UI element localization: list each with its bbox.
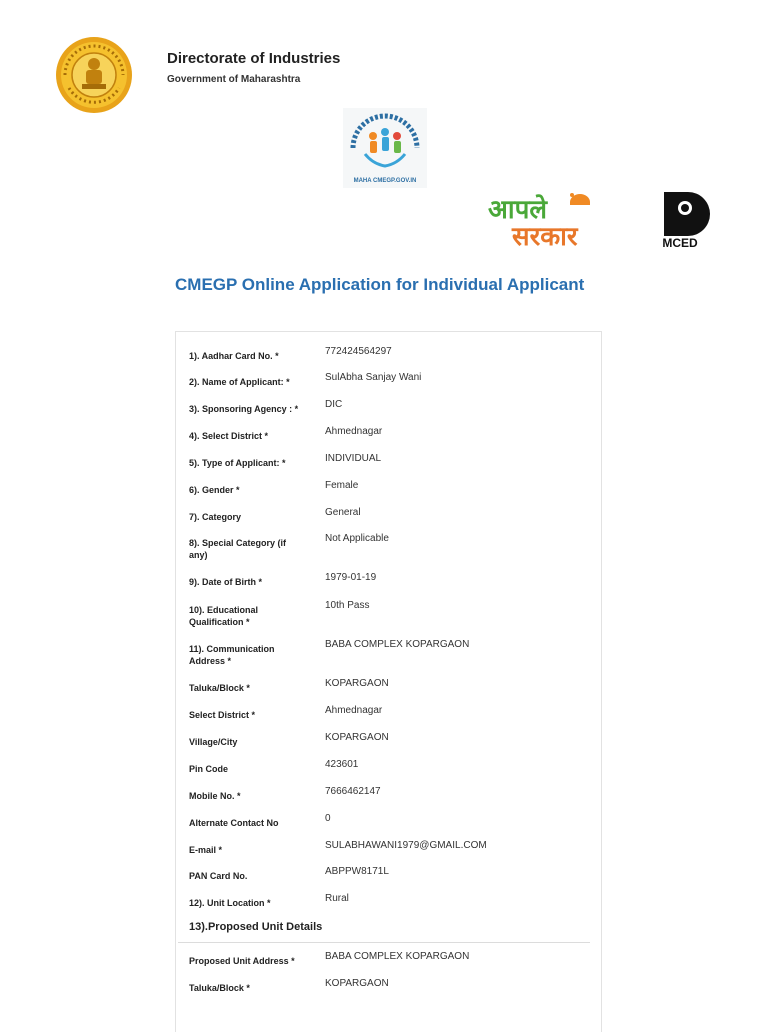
field-label: 7). Category [189, 512, 242, 522]
cmegp-logo [343, 108, 427, 188]
field-value: General [325, 507, 361, 518]
field-value: BABA COMPLEX KOPARGAON [325, 951, 470, 962]
field-value: Ahmednagar [325, 426, 383, 437]
field-label: E-mail * [189, 845, 223, 855]
field-value: SULABHAWANI1979@GMAIL.COM [325, 840, 487, 851]
header-title: Directorate of Industries [167, 50, 341, 67]
aaple-sarkar-logo [486, 188, 604, 250]
section-divider [178, 942, 590, 943]
section-13-title: 13).Proposed Unit Details [189, 921, 323, 933]
field-value: Rural [325, 893, 349, 904]
field-label: 1). Aadhar Card No. * [189, 351, 279, 361]
field-value: Ahmednagar [325, 705, 383, 716]
field-value: 0 [325, 813, 331, 824]
aaple-text: आपले [488, 195, 547, 225]
field-label: Taluka/Block * [189, 983, 250, 993]
field-value: KOPARGAON [325, 978, 389, 989]
field-label: 6). Gender * [189, 485, 240, 495]
field-label: PAN Card No. [189, 871, 248, 881]
field-label: Mobile No. * [189, 791, 241, 801]
field-label: 11). Communication Address * [189, 644, 275, 666]
field-value: BABA COMPLEX KOPARGAON [325, 639, 470, 650]
field-label: 2). Name of Applicant: * [189, 377, 290, 387]
field-value: ABPPW8171L [325, 866, 389, 877]
field-value: 1979-01-19 [325, 572, 377, 583]
field-value: INDIVIDUAL [325, 453, 382, 464]
field-label: Alternate Contact No [189, 818, 279, 828]
field-label: Select District * [189, 710, 256, 720]
field-value: Female [325, 480, 359, 491]
field-value: KOPARGAON [325, 732, 389, 743]
form-title: CMEGP Online Application for Individual Applicant [175, 275, 585, 294]
field-label: 12). Unit Location * [189, 898, 271, 908]
field-value: 423601 [325, 759, 359, 770]
field-label: 5). Type of Applicant: * [189, 458, 286, 468]
field-label: 10). Educational Qualification * [189, 605, 259, 627]
field-value: 772424564297 [325, 346, 392, 357]
field-label: 3). Sponsoring Agency : * [189, 404, 299, 414]
field-label: 8). Special Category (if any) [189, 538, 287, 560]
field-label: 4). Select District * [189, 431, 269, 441]
field-value: KOPARGAON [325, 678, 389, 689]
field-value: 7666462147 [325, 786, 381, 797]
sarkar-text: सरकार [512, 222, 578, 250]
field-label: Proposed Unit Address * [189, 956, 295, 966]
cmegp-logo-text: MAHA CMEGP.GOV.IN [353, 178, 417, 184]
field-value: DIC [325, 399, 343, 410]
maharashtra-seal-logo [55, 36, 133, 114]
mced-text: MCED [662, 236, 698, 250]
field-label: 9). Date of Birth * [189, 577, 263, 587]
field-value: 10th Pass [325, 600, 370, 611]
field-value: SulAbha Sanjay Wani [325, 372, 422, 383]
field-label: Pin Code [189, 764, 229, 774]
field-label: Village/City [189, 737, 238, 747]
header-subtitle: Government of Maharashtra [167, 74, 301, 85]
field-value: Not Applicable [325, 533, 389, 544]
mced-logo [648, 186, 712, 250]
field-label: Taluka/Block * [189, 683, 250, 693]
